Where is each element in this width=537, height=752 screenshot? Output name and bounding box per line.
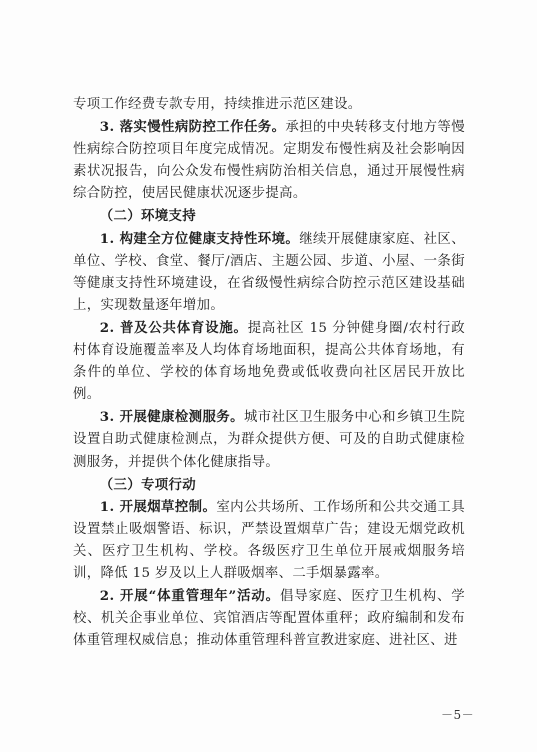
paragraph-health-testing bbox=[73, 406, 465, 473]
paragraph-chronic-disease-tasks bbox=[73, 116, 465, 205]
paragraph-text: 专项工作经费专款专用，持续推进示范区建设。 bbox=[73, 97, 362, 112]
paragraph-lead: 1. 开展烟草控制。 bbox=[99, 498, 217, 515]
document-body bbox=[73, 94, 465, 652]
page-number: －5－ bbox=[441, 708, 475, 722]
paragraph-tobacco-control bbox=[73, 496, 465, 585]
paragraph-lead: 3. 开展健康检测服务。 bbox=[99, 409, 244, 426]
paragraph-text: 城市社区卫生服务中心和乡镇卫生院设置自助式健康检测点，为群众提供方便、可及的自助式健康检测服务，并提供个体化健康指导。 bbox=[73, 410, 465, 470]
paragraph-lead: 2. 开展“体重管理年”活动。 bbox=[99, 588, 280, 605]
paragraph-lead: 1. 构建全方位健康支持性环境。 bbox=[99, 230, 300, 247]
paragraph-sports-facilities bbox=[73, 317, 465, 406]
section-heading-special-actions: （三）专项行动 bbox=[99, 476, 196, 493]
paragraph-text: 室内公共场所、工作场所和公共交通工具设置禁止吸烟警语、标识，严禁设置烟草广告；建设无烟党政机关、医疗卫生机构、学校。各级医疗卫生单位开展戒烟服务培训，降低 15 岁及以上人群吸烟率、二手烟暴露率。 bbox=[73, 499, 465, 581]
paragraph-text: 提高社区 15 分钟健身圈/农村行政村体育设施覆盖率及人均体育场地面积，提高公共体育场地，有条件的单位、学校的体育场地免费或低收费向社区居民开放比例。 bbox=[73, 320, 465, 403]
paragraph-weight-management bbox=[73, 585, 465, 652]
section-heading-environment-support: （二）环境支持 bbox=[99, 208, 196, 225]
paragraph-supportive-environment bbox=[73, 228, 465, 317]
paragraph-lead: 2. 普及公共体育设施。 bbox=[99, 319, 248, 336]
paragraph-text: 倡导家庭、医疗卫生机构、学校、机关企事业单位、宾馆酒店等配置体重秤；政府编制和发布体重管理权威信息；推动体重管理科普宣教进家庭、进社区、进 bbox=[73, 589, 465, 649]
paragraph-text: 继续开展健康家庭、社区、单位、学校、食堂、餐厅/酒店、主题公园、步道、小屋、一条街等健康支持性环境建设，在省级慢性病综合防控示范区建设基础上，实现数量逐年增加。 bbox=[73, 231, 465, 313]
paragraph-lead: 3. 落实慢性病防控工作任务。 bbox=[99, 119, 286, 136]
paragraph-text: 承担的中央转移支付地方等慢性病综合防控项目年度完成情况。定期发布慢性病及社会影响因素状况报告，向公众发布慢性病防治相关信息，通过开展慢性病综合防控，使居民健康状况逐步提高。 bbox=[73, 120, 465, 202]
paragraph-continuation bbox=[73, 94, 465, 116]
